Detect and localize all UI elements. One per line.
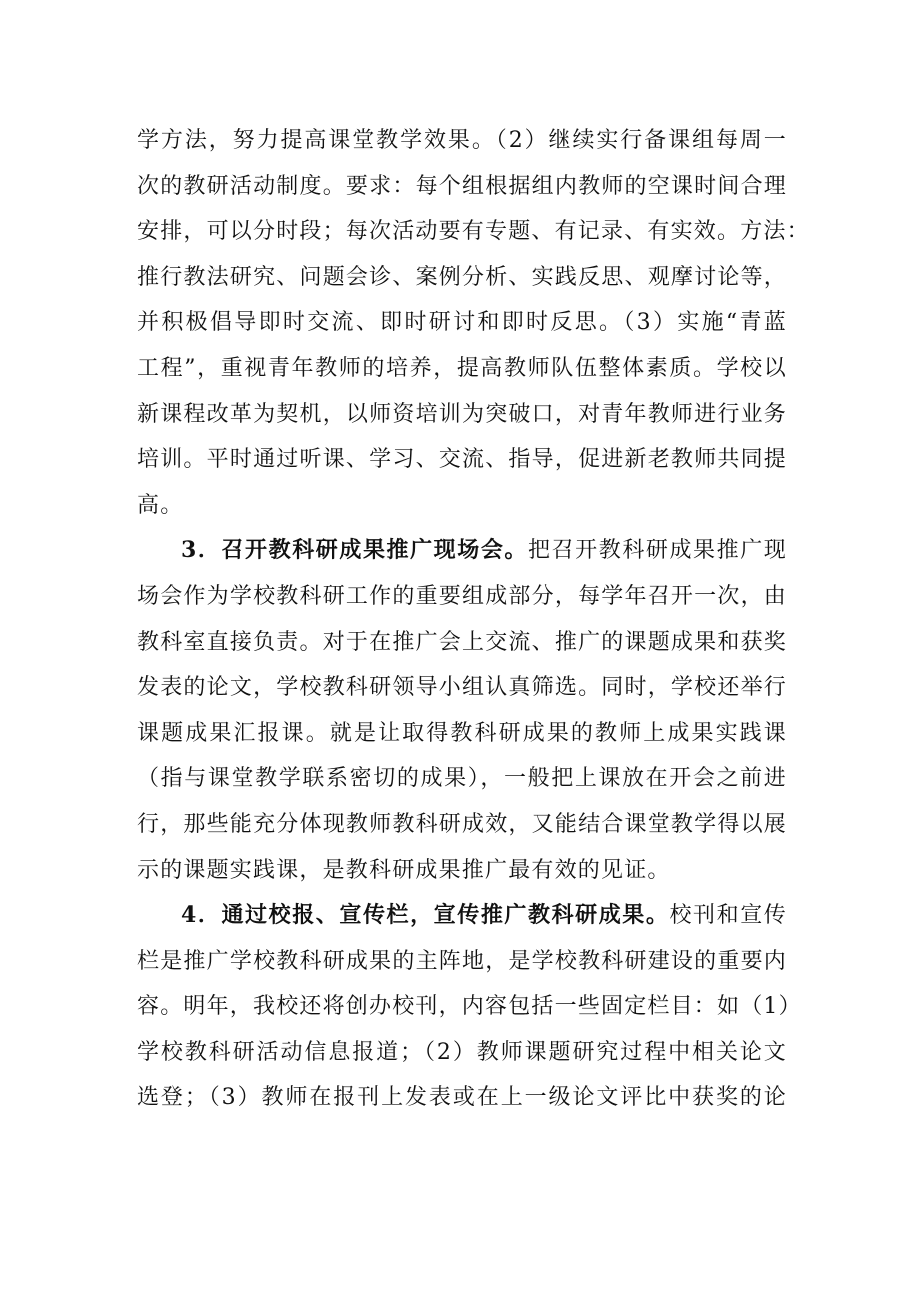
- section-heading: 4．通过校报、宣传栏，宣传推广教科研成果。: [181, 902, 670, 929]
- text-line: 示的课题实践课，是教科研成果推广最有效的见证。: [137, 857, 671, 883]
- section-heading: 3．召开教科研成果推广现场会。: [181, 537, 528, 564]
- text-line: 推行教法研究、问题会诊、案例分析、实践反思、观摩讨论等，: [137, 264, 787, 290]
- text-line: 课题成果汇报课。就是让取得教科研成果的教师上成果实践课: [137, 720, 787, 746]
- text-line: 高。: [137, 492, 184, 518]
- text-line: 培训。平时通过听课、学习、交流、指导，促进新老教师共同提: [137, 447, 787, 473]
- text-run: 校刊和宣传: [669, 903, 787, 929]
- text-line: 教科室直接负责。对于在推广会上交流、推广的课题成果和获奖: [137, 629, 787, 655]
- text-line-first: [137, 528, 787, 574]
- text-line: 并积极倡导即时交流、即时研讨和即时反思。（3）实施“青蓝: [137, 310, 787, 336]
- text-line: 次的教研活动制度。要求：每个组根据组内教师的空课时间合理: [137, 173, 787, 199]
- text-line: 新课程改革为契机，以师资培训为突破口，对青年教师进行业务: [137, 401, 787, 427]
- text-line: 学校教科研活动信息报道；（2）教师课题研究过程中相关论文: [137, 1039, 787, 1065]
- paragraph-section-3: [137, 528, 787, 893]
- text-run: 把召开教科研成果推广现: [528, 538, 787, 564]
- text-line: 场会作为学校教科研工作的重要组成部分，每学年召开一次，由: [137, 583, 787, 609]
- paragraph-methods: [137, 118, 810, 528]
- text-line: 容。明年，我校还将创办校刊，内容包括一些固定栏目：如（1）: [137, 994, 802, 1020]
- paragraph-section-4: [137, 893, 802, 1121]
- text-line: （指与课堂教学联系密切的成果），一般把上课放在开会之前进: [137, 766, 787, 792]
- text-line-first: [137, 893, 787, 939]
- text-line: 选登；（3）教师在报刊上发表或在上一级论文评比中获奖的论: [137, 1085, 787, 1111]
- text-line: 工程”，重视青年教师的培养，提高教师队伍整体素质。学校以: [137, 355, 787, 381]
- text-line: 发表的论文，学校教科研领导小组认真筛选。同时，学校还举行: [137, 675, 787, 701]
- document-page: [137, 118, 810, 1121]
- text-line: 栏是推广学校教科研成果的主阵地，是学校教科研建设的重要内: [137, 948, 787, 974]
- text-line: 行，那些能充分体现教师教科研成效，又能结合课堂教学得以展: [137, 811, 787, 837]
- text-line: 安排，可以分时段；每次活动要有专题、有记录、有实效。方法：: [137, 219, 810, 245]
- text-line: 学方法，努力提高课堂教学效果。（2）继续实行备课组每周一: [137, 128, 787, 153]
